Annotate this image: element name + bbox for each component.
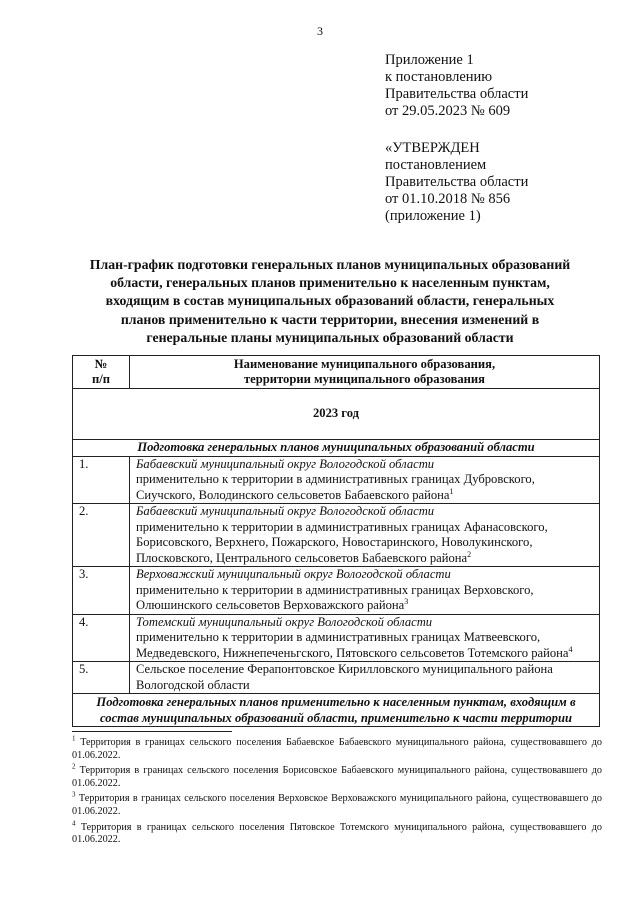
footnote-text: Территория в границах сельского поселения Верховское Верховажского муниципального района, существовавшего до 01.06.2022. bbox=[72, 793, 602, 817]
footnote-ref: 2 bbox=[467, 549, 472, 559]
row-district: Бабаевский муниципальный округ Вологодской области bbox=[136, 504, 435, 518]
section-title: Подготовка генеральных планов муниципальных образований области bbox=[73, 440, 600, 457]
table-row bbox=[73, 567, 600, 615]
plan-table bbox=[72, 355, 600, 727]
row-text: применительно к территории в административных границах Афанасовского, Борисовского, Верхнего, Пожарского, Новостаринского, Новолукинского, Плосковского, Центрального сельсоветов Бабаевского района bbox=[136, 519, 548, 565]
row-name bbox=[130, 614, 600, 662]
row-text: Сельское поселение Ферапонтовское Кирилловского муниципального района Вологодской области bbox=[136, 662, 553, 692]
footnote bbox=[72, 790, 602, 818]
row-name bbox=[130, 662, 600, 694]
row-district: Бабаевский муниципальный округ Вологодской области bbox=[136, 456, 435, 471]
header-name-line1: Наименование муниципального образования, bbox=[233, 356, 496, 371]
row-name bbox=[130, 456, 600, 504]
row-number: 2. bbox=[73, 504, 130, 567]
row-district: Верховажский муниципальный округ Вологодской области bbox=[136, 567, 451, 581]
approved-line: (приложение 1) bbox=[385, 208, 481, 224]
page-number: 3 bbox=[317, 24, 323, 38]
appendix-block bbox=[385, 52, 528, 120]
header-number bbox=[73, 356, 130, 389]
header-number-line2: п/п bbox=[91, 372, 110, 386]
footnote-text: Территория в границах сельского поселения Бабаевское Бабаевского муниципального района, существовавшего до 01.06.2022. bbox=[72, 737, 602, 761]
table-row bbox=[73, 662, 600, 694]
approved-line: «УТВЕРЖДЕН bbox=[385, 140, 480, 156]
row-number: 3. bbox=[73, 567, 130, 615]
year-row bbox=[73, 389, 600, 440]
title-line: генеральные планы муниципальных образований области bbox=[146, 329, 514, 345]
appendix-line: от 29.05.2023 № 609 bbox=[385, 103, 511, 119]
footnote-text: Территория в границах сельского поселения Борисовское Бабаевского муниципального района, существовавшего до 01.06.2022. bbox=[72, 765, 602, 789]
footnotes bbox=[72, 734, 602, 850]
row-text: применительно к территории в административных границах Дубровского, Сиучского, Володинского сельсоветов Бабаевского района bbox=[136, 472, 535, 502]
section-title: Подготовка генеральных планов применительно к населенным пунктам, входящим в состав муниципальных образований области, применительно к части территории bbox=[73, 694, 600, 727]
title-line: входящим в состав муниципальных образований области, генеральных bbox=[105, 293, 555, 309]
appendix-line: Правительства области bbox=[385, 86, 529, 102]
footnote-mark: 1 bbox=[72, 734, 76, 743]
footnote-mark: 2 bbox=[72, 762, 76, 771]
table-row bbox=[73, 456, 600, 504]
header-name bbox=[130, 356, 600, 389]
appendix-line: к постановлению bbox=[385, 69, 493, 85]
year-cell: 2023 год bbox=[73, 389, 600, 440]
footnote bbox=[72, 819, 602, 847]
table-header-row bbox=[73, 356, 600, 389]
section-row bbox=[73, 440, 600, 457]
appendix-line: Приложение 1 bbox=[385, 52, 474, 68]
row-name bbox=[130, 567, 600, 615]
document-title bbox=[70, 256, 590, 347]
footnote-ref: 4 bbox=[568, 644, 573, 654]
approved-line: от 01.10.2018 № 856 bbox=[385, 191, 511, 207]
row-text: применительно к территории в административных границах Матвеевского, Медведевского, Нижнепеченьгского, Пятовского сельсоветов Тотемского района bbox=[136, 630, 569, 660]
header-number-line1: № bbox=[94, 356, 108, 371]
approved-line: Правительства области bbox=[385, 174, 529, 190]
footnote bbox=[72, 734, 602, 762]
row-district: Тотемский муниципальный округ Вологодской области bbox=[136, 614, 433, 629]
footnote bbox=[72, 762, 602, 790]
row-number: 4. bbox=[73, 614, 130, 662]
table-row bbox=[73, 504, 600, 567]
section-row bbox=[73, 694, 600, 727]
approved-line: постановлением bbox=[385, 157, 487, 173]
footnote-mark: 4 bbox=[72, 819, 76, 828]
row-number: 5. bbox=[73, 662, 130, 694]
approved-block bbox=[385, 140, 528, 225]
title-line: План-график подготовки генеральных планов муниципальных образований bbox=[89, 257, 571, 272]
row-number: 1. bbox=[73, 456, 130, 504]
footnote-ref: 3 bbox=[404, 596, 409, 606]
row-text: применительно к территории в административных границах Верховского, Олюшинского сельсоветов Верховажского района bbox=[136, 582, 534, 612]
footnote-separator bbox=[72, 731, 232, 732]
table-row bbox=[73, 614, 600, 662]
title-line: планов применительно к части территории, внесения изменений в bbox=[120, 311, 540, 327]
footnote-mark: 3 bbox=[72, 790, 76, 799]
title-line: области, генеральных планов применительно к населенным пунктам, bbox=[110, 275, 550, 291]
footnote-text: Территория в границах сельского поселения Пятовское Тотемского муниципального района, существовавшего до 01.06.2022. bbox=[72, 821, 602, 846]
footnote-ref: 1 bbox=[449, 486, 454, 496]
row-name bbox=[130, 504, 600, 567]
header-name-line2: территории муниципального образования bbox=[243, 372, 485, 386]
